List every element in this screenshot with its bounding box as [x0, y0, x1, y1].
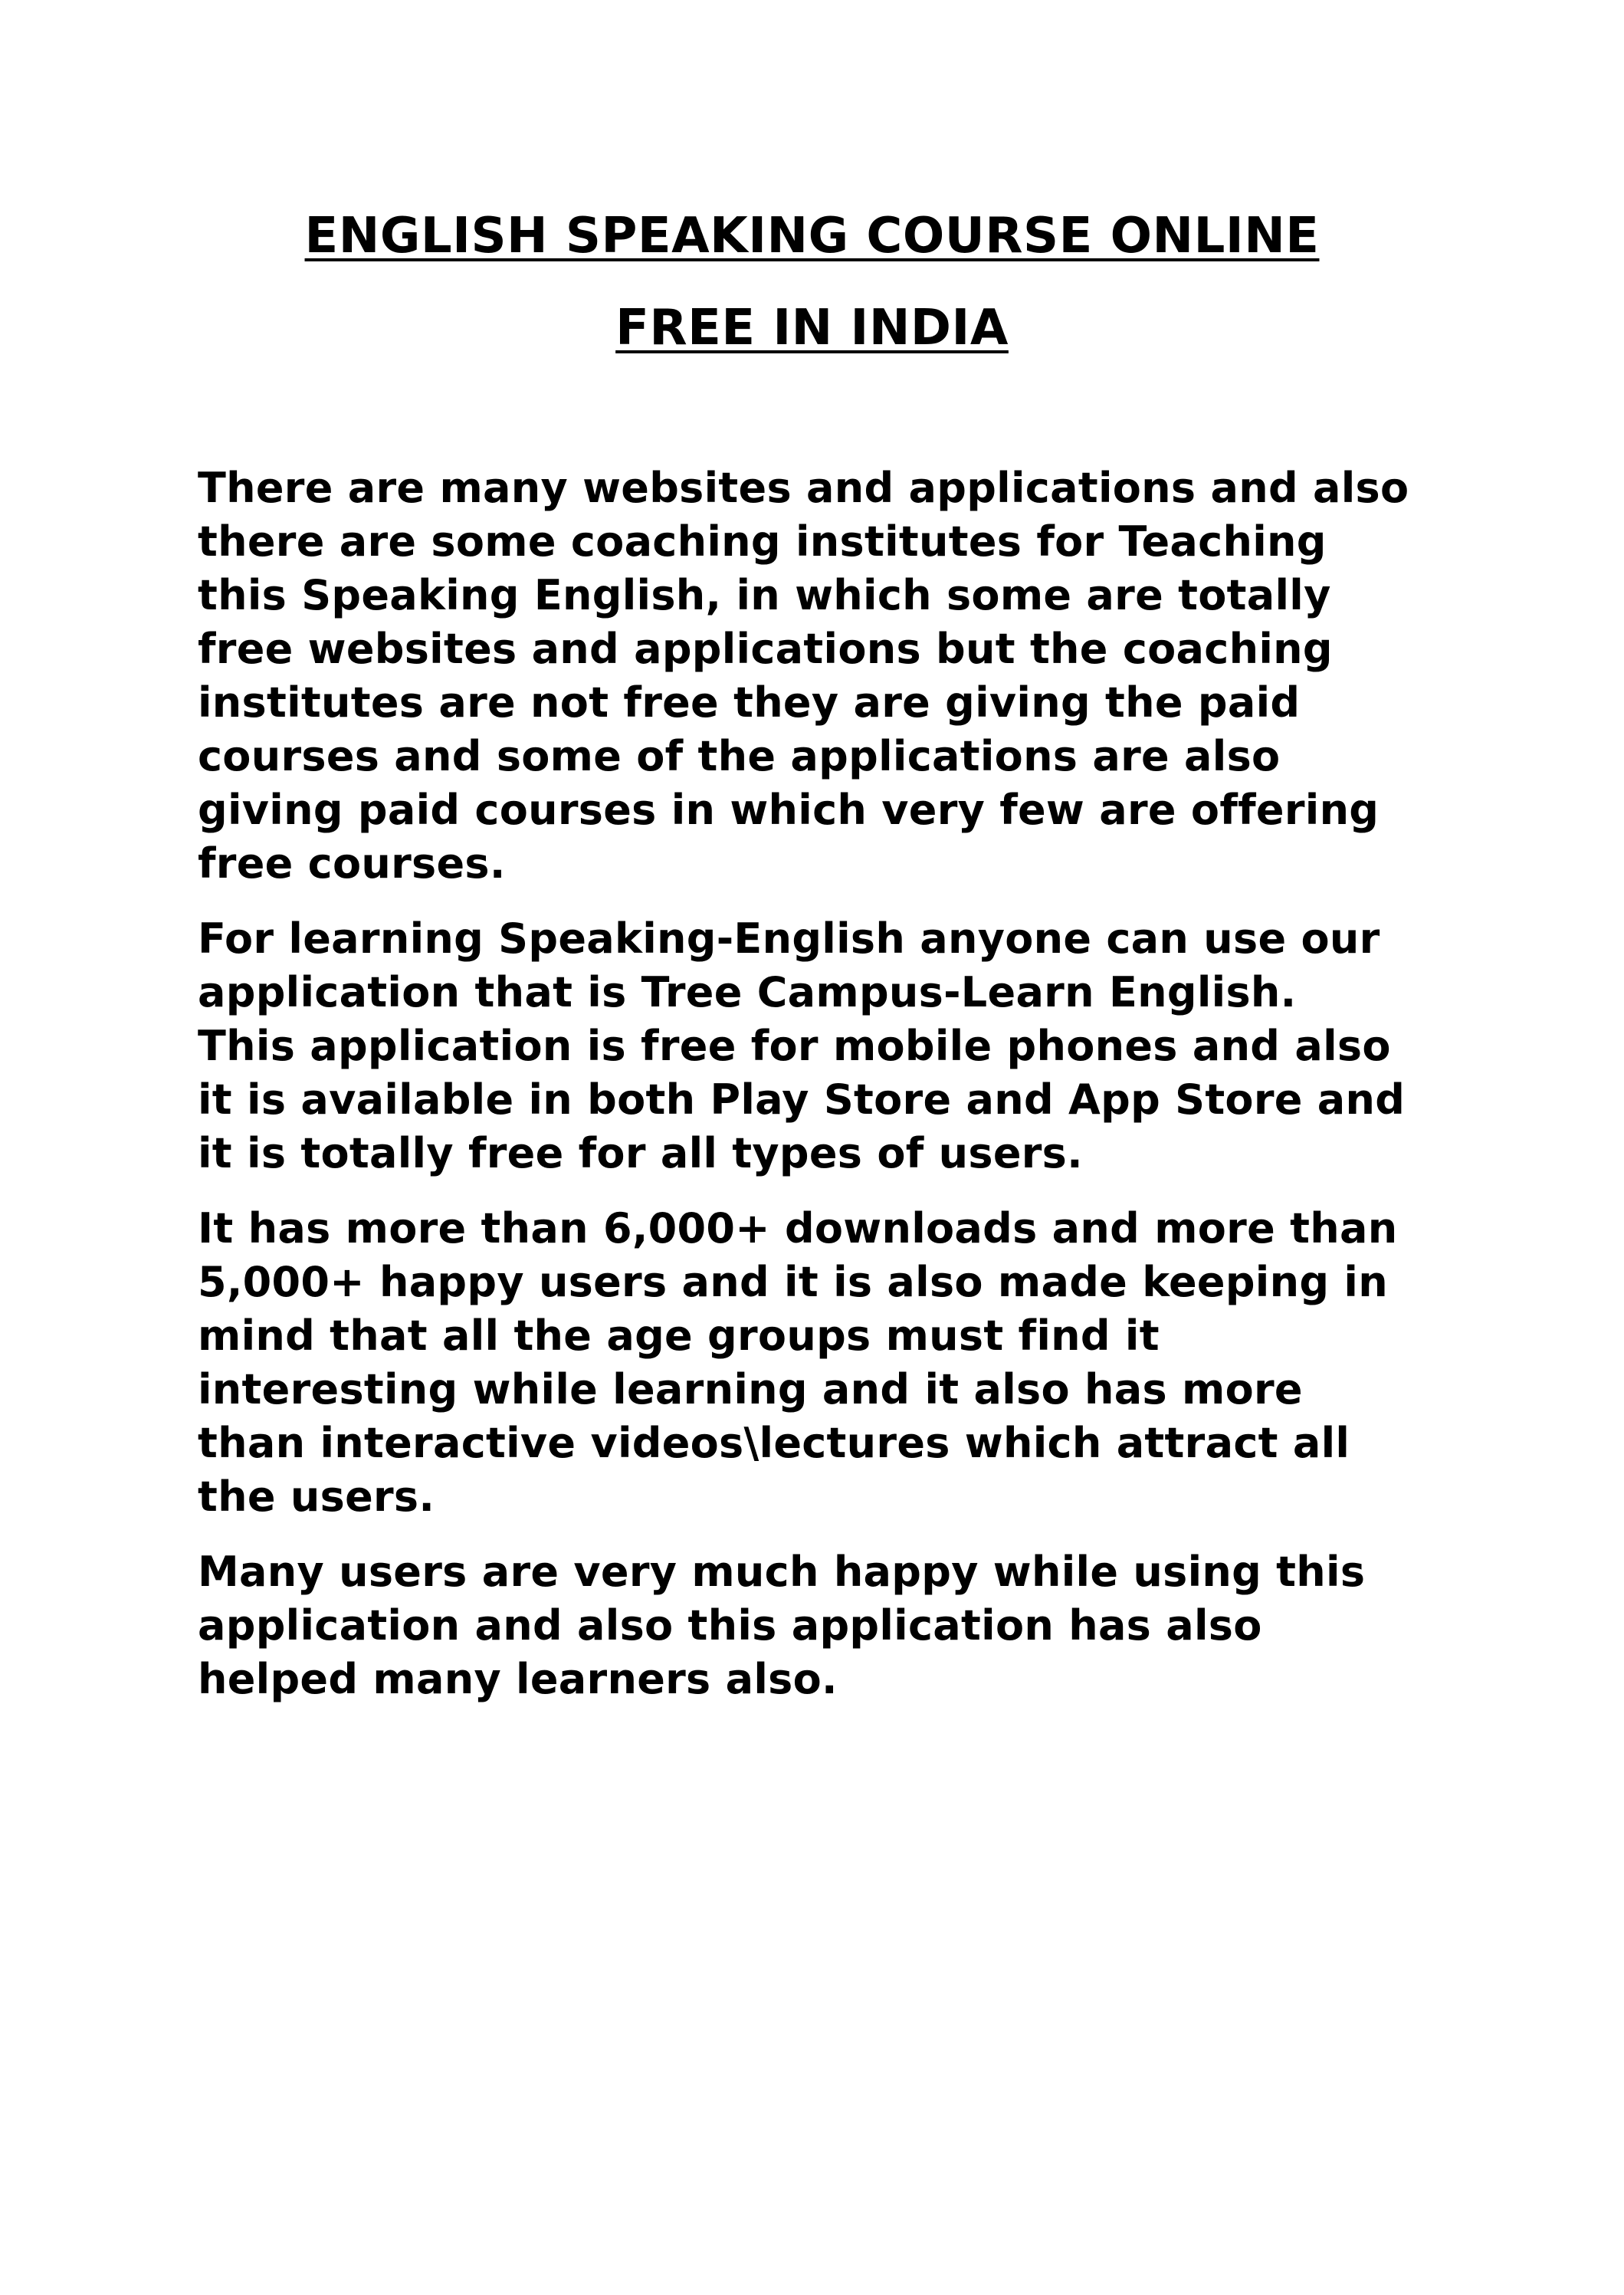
paragraph-line: application and also this application has also: [198, 1601, 1262, 1650]
paragraph-line: For learning Speaking-English anyone can use our: [198, 914, 1380, 963]
paragraph-line: it is totally free for all types of users.: [198, 1129, 1083, 1177]
paragraph-line: free courses.: [198, 839, 506, 888]
paragraph-line: helped many learners also.: [198, 1655, 838, 1703]
paragraph-line: courses and some of the applications are also: [198, 732, 1281, 780]
paragraph-1: [198, 461, 1455, 891]
paragraph-line: there are some coaching institutes for Teaching: [198, 517, 1327, 566]
paragraph-line: institutes are not free they are giving the paid: [198, 678, 1301, 727]
paragraph-line: this Speaking English, in which some are totally: [198, 571, 1331, 619]
paragraph-3: [198, 1202, 1455, 1524]
title-line-2: FREE IN INDIA: [615, 300, 1009, 356]
paragraph-4: [198, 1545, 1455, 1706]
paragraph-line: than interactive videos\lectures which attract all: [198, 1419, 1350, 1467]
paragraph-line: Many users are very much happy while using this: [198, 1548, 1366, 1596]
paragraph-line: interesting while learning and it also has more: [198, 1365, 1303, 1413]
paragraph-line: There are many websites and applications and also: [198, 464, 1409, 512]
paragraph-line: free websites and applications but the coaching: [198, 625, 1333, 673]
paragraph-line: It has more than 6,000+ downloads and more than: [198, 1204, 1398, 1253]
paragraph-line: This application is free for mobile phones and also: [198, 1022, 1391, 1070]
paragraph-2: [198, 912, 1455, 1180]
paragraph-line: giving paid courses in which very few are offering: [198, 786, 1380, 834]
document-title: [0, 190, 1624, 374]
paragraph-line: 5,000+ happy users and it is also made keeping in: [198, 1258, 1388, 1306]
title-line-1: ENGLISH SPEAKING COURSE ONLINE: [304, 208, 1320, 264]
document-body: [198, 461, 1455, 1728]
paragraph-line: it is available in both Play Store and App Store and: [198, 1075, 1406, 1124]
paragraph-line: the users.: [198, 1473, 435, 1521]
paragraph-line: application that is Tree Campus-Learn English.: [198, 968, 1297, 1016]
paragraph-line: mind that all the age groups must find it: [198, 1312, 1160, 1360]
